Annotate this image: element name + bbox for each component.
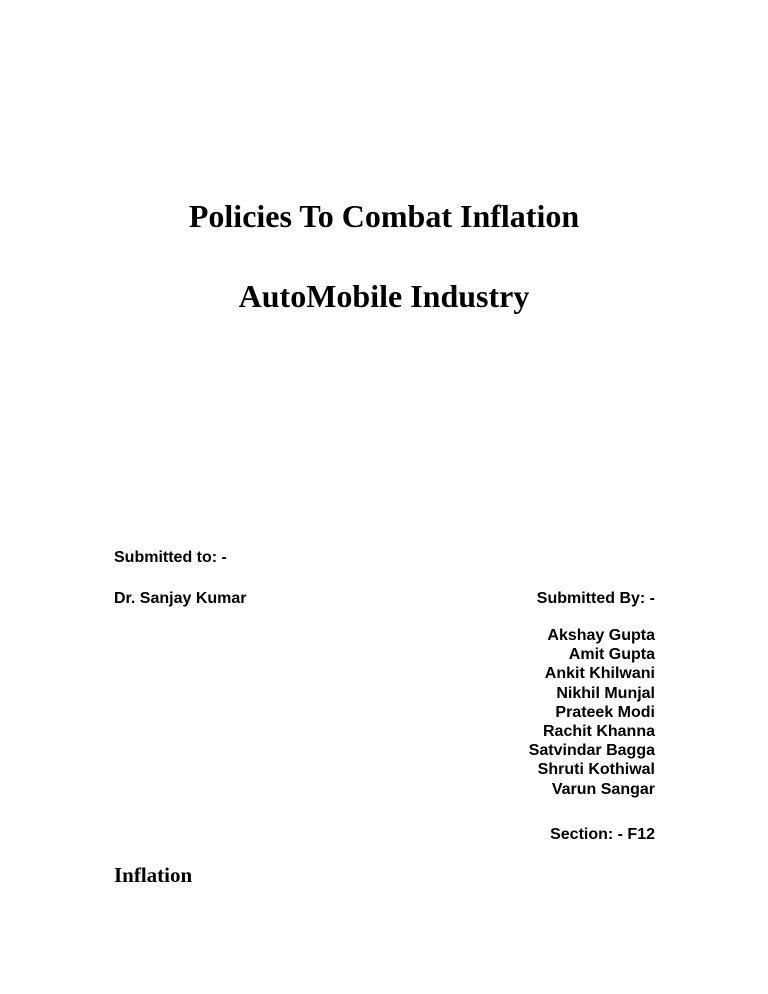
member-name: Shruti Kothiwal bbox=[537, 761, 655, 779]
document-subtitle-text: AutoMobile Industry bbox=[238, 278, 530, 314]
member-name: Akshay Gupta bbox=[547, 627, 655, 644]
document-title bbox=[0, 196, 768, 236]
member-name: Varun Sangar bbox=[551, 780, 655, 798]
submitted-to-name: Dr. Sanjay Kumar bbox=[114, 590, 247, 607]
member-name: Ankit Khilwani bbox=[544, 665, 655, 683]
member-name: Rachit Khanna bbox=[542, 723, 655, 741]
section-label: Section: - F12 bbox=[550, 826, 655, 843]
member-list bbox=[440, 626, 655, 799]
submitted-to-label: Submitted to: - bbox=[114, 549, 227, 566]
member-name: Prateek Modi bbox=[555, 703, 655, 721]
inflation-heading: Inflation bbox=[114, 863, 193, 887]
member-name: Nikhil Munjal bbox=[556, 684, 655, 702]
document-title-text: Policies To Combat Inflation bbox=[188, 198, 580, 234]
submitted-by-label: Submitted By: - bbox=[536, 590, 655, 607]
member-name: Satvindar Bagga bbox=[528, 742, 655, 760]
document-subtitle bbox=[0, 276, 768, 316]
member-name: Amit Gupta bbox=[568, 646, 655, 664]
